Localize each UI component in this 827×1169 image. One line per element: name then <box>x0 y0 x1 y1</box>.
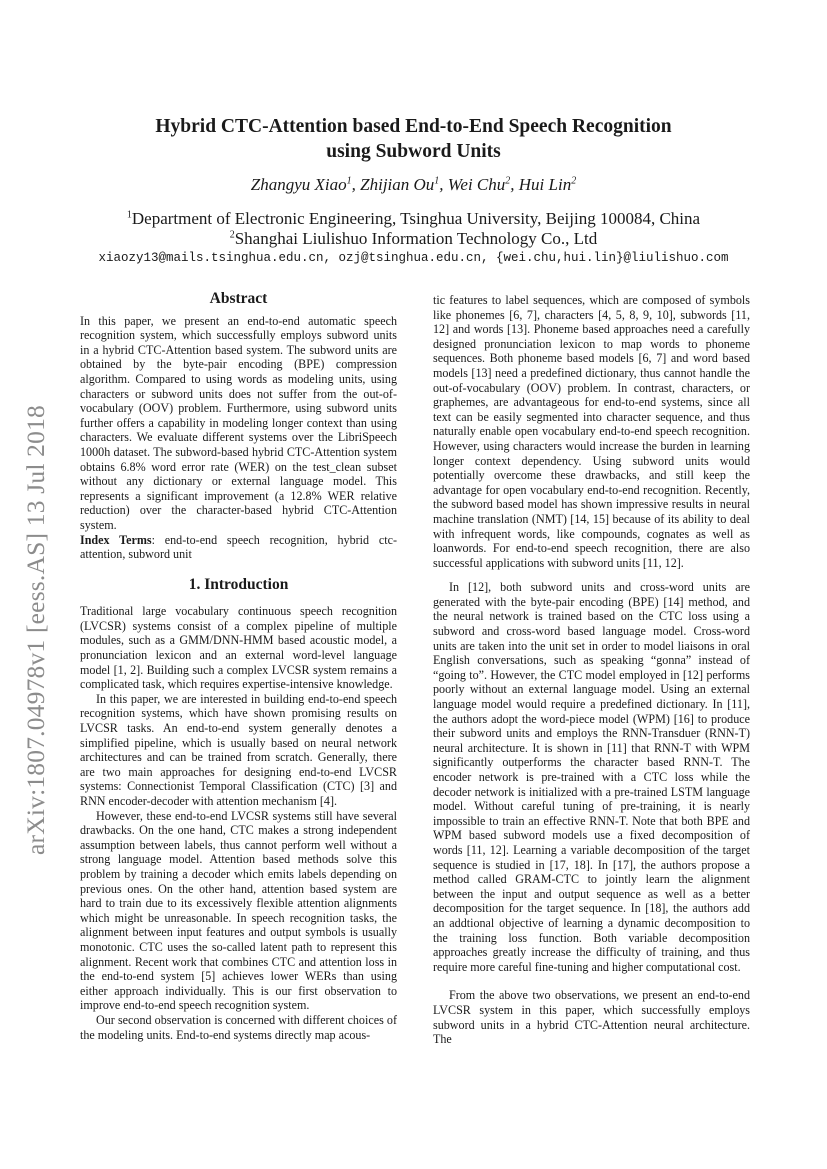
affiliation-mark: 2 <box>229 229 235 241</box>
author-affiliation-mark: 2 <box>505 175 511 187</box>
intro-paragraph: Traditional large vocabulary continuous speech recognition (LVCSR) systems consist of a complex pipeline of multiple modules, such as a GMM/DNN-HMM based acoustic model, a pronunciation lexicon and an external word-level language model [1, 2]. Building such a complex LVCSR system remains a complicated task, which requires expertise-intensive knowledge. <box>80 604 397 692</box>
affiliation-2 <box>60 229 767 249</box>
intro-paragraph: tic features to label sequences, which are composed of symbols like phonemes [6, 7], characters [4, 5, 8, 9, 10], subwords [11, 12] and words [13]. Phoneme based approaches need a carefully designed pronunciation lexicon to map words to phoneme sequences. Both phoneme based models [6, 7] and word based models [13] need a predefined dictionary, thus cannot handle the out-of-vocabulary (OOV) problem. In contrast, characters, or graphemes, are advantageous for end-to-end systems, since all text can be easily segmented into character sequence, and thus naturally enable open vocabulary end-to-end speech recognition. However, using characters would increase the burden in learning longer context dependency. Using subword units would potentially overcome these drawbacks, and still keep the advantage for open vocabulary end-to-end recognition. Recently, the subword based model has shown impressive results in neural machine translation (NMT) [14, 15] because of its ability to deal with infrequent words, like compounds, cognates as well as loanwords. For end-to-end speech recognition, there are also successful applications with subword units [11, 12]. <box>433 293 750 570</box>
author-affiliation-mark: 1 <box>434 175 440 187</box>
intro-paragraph: From the above two observations, we present an end-to-end LVCSR system in this paper, which successfully employs subword units in a hybrid CTC-Attention neural architecture. The <box>433 988 750 1047</box>
author-affiliation-mark: 2 <box>571 175 577 187</box>
paper-title-line-1: Hybrid CTC-Attention based End-to-End Speech Recognition <box>155 116 672 137</box>
index-terms-label: Index Terms <box>80 532 152 547</box>
affiliation-text: Shanghai Liulishuo Information Technology Co., Ltd <box>234 229 598 248</box>
introduction-heading: 1. Introduction <box>188 575 289 593</box>
paper-title <box>100 114 727 164</box>
intro-paragraph: In [12], both subword units and cross-word units are generated with the byte-pair encoding (BPE) [14] method, and the neural network is trained based on the CTC loss using a subword and cross-word based language model. Cross-word units are taken into the unit set in order to model liaisons in oral English conversations, such as speaking “gonna” instead of “going to”. However, the CTC model employed in [12] performs poorly without an external language model. Using an external language model would require a predefined dictionary. In [11], the authors adopt the word-piece model (WPM) [16] to produce their subword units and employs the RNN-Transduer (RNN-T) neural architecture. It is shown in [11] that RNN-T with WPM significantly outperforms the character based RNN-T. The encoder network is pre-trained with a CTC loss while the decoder network is initialized with a pre-trained LSTM language model. Without careful tuning of pre-training, it is nearly impossible to train an effective RNN-T. Note that both BPE and WPM based subword models use a fixed decomposition of words [11, 12]. Learning a variable decomposition of the target sequence is studied in [17, 18]. In [17], the authors propose a method called GRAM-CTC to jointly learn the alignment between the input and output sequence as well as a better decomposition for the target sequence. In [18], the authors add an addtional objective of learning a dynamic decomposition to the training loss function. Both variable decomposition approaches greatly increase the difficulty of training, and thus require more careful fine-tuning and higher computational cost. <box>433 580 750 974</box>
author-name: Zhangyu Xiao <box>250 175 347 194</box>
abstract-heading: Abstract <box>209 290 268 307</box>
affiliation-text: Department of Electronic Engineering, Tsinghua University, Beijing 100084, China <box>131 209 701 228</box>
index-terms-text: : end-to-end speech recognition, hybrid ctc-attention, subword unit <box>80 532 397 562</box>
author-name: Zhijian Ou <box>360 175 435 194</box>
index-terms <box>80 533 397 562</box>
author-separator: , <box>510 175 519 194</box>
author-name: Hui Lin <box>518 175 572 194</box>
intro-paragraph: However, these end-to-end LVCSR systems still have several drawbacks. On the one hand, CTC makes a strong independent assumption between labels, thus cannot perform well without a strong language model. Attention based methods solve this problem by training a decoder which emits labels depending on previous ones. On the other hand, attention based system are hard to train due to its excessively flexible attention alignments which might be unreasonable. In speech recognition tasks, the alignment between input features and output symbols is usually monotonic. CTC uses the so-called latent path to represent this alignment. Recent work that combines CTC and attention loss in the end-to-end system [5] achieves lower WERs than using either approach individually. This is our first observation to improve end-to-end speech recognition system. <box>80 808 397 1013</box>
left-column <box>80 292 397 1042</box>
author-emails: xiaozy13@mails.tsinghua.edu.cn, ozj@tsinghua.edu.cn, {wei.chu,hui.lin}@liulishuo.com <box>98 251 729 265</box>
author-affiliation-mark: 1 <box>346 175 352 187</box>
affiliation-mark: 1 <box>126 209 132 221</box>
intro-paragraph: Our second observation is concerned with different choices of the modeling units. End-to-end systems directly map acous- <box>80 1012 397 1042</box>
author-name: Wei Chu <box>447 175 506 194</box>
author-list <box>100 175 727 195</box>
affiliation-1 <box>60 209 767 229</box>
abstract-text: In this paper, we present an end-to-end automatic speech recognition system, which successfully employs subword units in a hybrid CTC-Attention based system. The subword units are obtained by the byte-pair encoding (BPE) compression algorithm. Compared to using words as modeling units, using characters or subword units does not suffer from the out-of-vocabulary (OOV) problem. Furthermore, using subword units further offers a capability in modeling longer context than using characters. We evaluate different systems over the LibriSpeech 1000h dataset. The subword-based hybrid CTC-Attention system obtains 6.8% word error rate (WER) on the test_clean subset without any dictionary or external language model. This represents a significant improvement (a 12.8% WER relative reduction) over the character-based hybrid CTC-Attention system. <box>80 313 397 532</box>
arxiv-identifier-text: arXiv:1807.04978v1 [eess.AS] 13 Jul 2018 <box>21 405 50 855</box>
right-column <box>433 293 750 1047</box>
author-separator: , <box>439 175 448 194</box>
author-separator: , <box>351 175 361 194</box>
intro-paragraph: In this paper, we are interested in building end-to-end speech recognition systems, which have shown promising results on LVCSR tasks. An end-to-end system generally denotes a simplified pipeline, which is usually based on neural network architectures and can be trained from scratch. Generally, there are two main approaches for designing end-to-end LVCSR systems: Connectionist Temporal Classification (CTC) [3] and RNN encoder-decoder with attention mechanism [4]. <box>80 691 397 808</box>
paper-title-line-2: using Subword Units <box>326 141 501 162</box>
arxiv-identifier-stamp <box>16 360 56 900</box>
